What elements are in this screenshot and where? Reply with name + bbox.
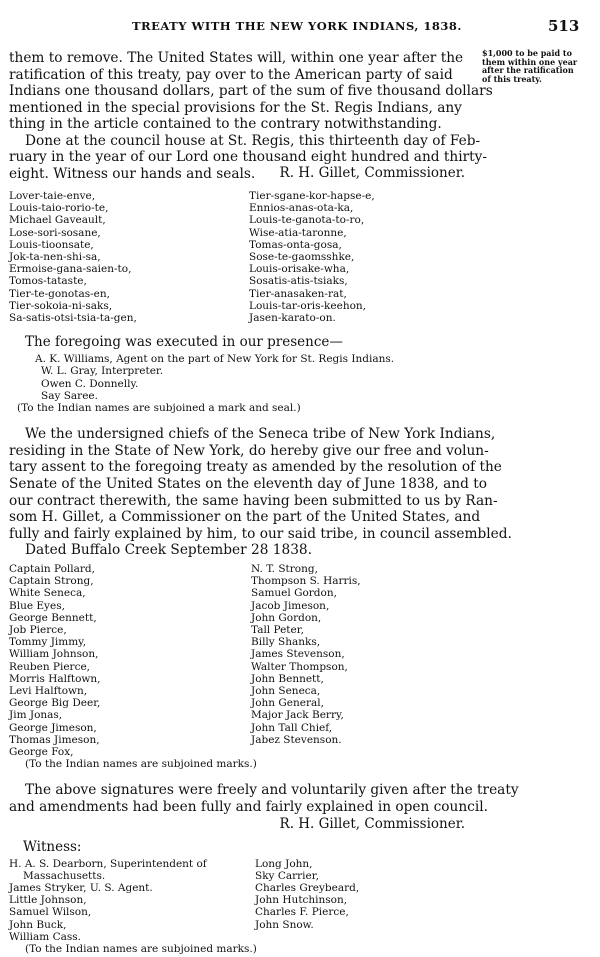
commissioner-signature: R. H. Gillet, Commissioner. bbox=[279, 165, 465, 181]
signatory-name: Thompson S. Harris, bbox=[251, 575, 361, 588]
witness-entry: Samuel Wilson, bbox=[9, 906, 92, 919]
signatories-right-column bbox=[249, 563, 361, 758]
signatory-name: James Stevenson, bbox=[251, 648, 345, 661]
document-body bbox=[9, 50, 519, 956]
signatory-name: George Bennett, bbox=[9, 611, 97, 624]
signatory-name: Louis-orisake-wha, bbox=[249, 263, 350, 276]
margin-note-line: $1,000 to be paid to bbox=[482, 48, 572, 58]
text-line: Dated Buffalo Creek September 28 1838. bbox=[25, 542, 312, 559]
text-line: ruary in the year of our Lord one thousand eight hundred and thirty- bbox=[9, 149, 487, 165]
signatory-name: Tomos-tataste, bbox=[9, 275, 87, 288]
witness-entry: Owen C. Donnelly. bbox=[41, 377, 139, 390]
signatory-name: John Bennett, bbox=[251, 672, 324, 685]
text-line: Done at the council house at St. Regis, this thirteenth day of Feb- bbox=[25, 132, 481, 149]
presence-intro: The foregoing was executed in our presence— bbox=[25, 334, 343, 351]
text-line: and amendments had been fully and fairly explained in open council. bbox=[9, 799, 488, 816]
text-line: mentioned in the special provisions for the St. Regis Indians, any bbox=[9, 99, 462, 116]
text-line: We the undersigned chiefs of the Seneca tribe of New York Indians, bbox=[25, 426, 496, 443]
signatory-name: White Seneca, bbox=[9, 587, 86, 600]
text-line: The above signatures were freely and voluntarily given after the treaty bbox=[25, 782, 519, 799]
marks-note: (To the Indian names are subjoined a mark and seal.) bbox=[17, 402, 301, 415]
signatory-name: Wise-atia-taronne, bbox=[249, 226, 347, 239]
witness-entry: James Stryker, U. S. Agent. bbox=[9, 882, 153, 895]
witness-entry: Little Johnson, bbox=[9, 894, 87, 907]
text-line: som H. Gillet, a Commissioner on the part of the United States, and bbox=[9, 509, 481, 526]
presence-witnesses bbox=[9, 353, 477, 402]
text-line: tary assent to the foregoing treaty as amended by the resolution of the bbox=[9, 459, 502, 476]
margin-note-line: them within one year bbox=[482, 56, 578, 67]
margin-note-line: of this treaty. bbox=[482, 73, 542, 84]
signatory-name: Sosatis-atis-tsiaks, bbox=[249, 275, 348, 288]
signatories-left-column bbox=[9, 190, 249, 324]
page-header bbox=[0, 19, 600, 35]
signatory-name: Blue Eyes, bbox=[9, 599, 65, 612]
text-line: Indians one thousand dollars, part of the sum of five thousand dollars bbox=[9, 83, 493, 99]
signatory-name: John Seneca, bbox=[251, 685, 321, 698]
text-line: residing in the State of New York, do hereby give our free and volun- bbox=[9, 442, 489, 459]
witness-entry: John Snow. bbox=[255, 918, 314, 931]
paragraph-signatures-given bbox=[9, 782, 519, 816]
signatory-name: Tomas-onta-gosa, bbox=[249, 238, 342, 251]
signatory-name: Ermoise-gana-saien-to, bbox=[9, 263, 132, 276]
signatory-name: Job Pierce, bbox=[9, 624, 67, 637]
signatory-name: John General, bbox=[251, 697, 324, 710]
margin-note-line: after the ratification bbox=[482, 65, 574, 75]
witness-entry: W. L. Gray, Interpreter. bbox=[41, 365, 164, 378]
signatory-name: Sose-te-gaomsshke, bbox=[249, 251, 355, 264]
witness-entry: Charles F. Pierce, bbox=[255, 906, 349, 919]
witness-heading: Witness: bbox=[23, 838, 82, 855]
signatory-name: Tall Peter, bbox=[251, 624, 304, 637]
signatory-name: Louis-taio-rorio-te, bbox=[9, 202, 109, 215]
signatory-name: Levi Halftown, bbox=[9, 685, 88, 698]
witness-entry: Charles Greybeard, bbox=[255, 882, 360, 895]
text-line: Senate of the United States on the eleventh day of June 1838, and to bbox=[9, 476, 487, 493]
signatory-name: William Johnson, bbox=[9, 648, 99, 661]
witnesses-right-column bbox=[255, 858, 359, 943]
signatory-name: Louis-te-ganota-to-ro, bbox=[249, 214, 365, 227]
signatory-name: George Fox, bbox=[9, 746, 74, 759]
signatory-name: Reuben Pierce, bbox=[9, 660, 91, 673]
marks-note: (To the Indian names are subjoined marks.) bbox=[25, 943, 257, 956]
signatory-name: Billy Shanks, bbox=[251, 636, 321, 649]
signatory-name: Michael Gaveault, bbox=[9, 214, 106, 227]
running-title: TREATY WITH THE NEW YORK INDIANS, 1838. bbox=[132, 19, 462, 33]
paragraph-removal bbox=[9, 50, 493, 133]
signatory-name: Samuel Gordon, bbox=[251, 587, 337, 600]
margin-note bbox=[482, 49, 592, 83]
signatory-name: Tier-sokoia-ni-saks, bbox=[9, 299, 113, 312]
text-line: them to remove. The United States will, within one year after the bbox=[9, 50, 464, 66]
signatory-name: Major Jack Berry, bbox=[251, 709, 344, 722]
signatory-name: Jabez Stevenson. bbox=[251, 733, 342, 746]
signatory-name: John Tall Chief, bbox=[251, 721, 333, 734]
signatory-name: Lover-taie-enve, bbox=[9, 190, 96, 202]
witness-entry: Sky Carrier, bbox=[255, 869, 319, 882]
witness-entry: John Buck, bbox=[9, 918, 67, 931]
signatory-name: Ennios-anas-ota-ka, bbox=[249, 202, 354, 215]
signatory-name: Tier-te-gonotas-en, bbox=[9, 287, 110, 300]
text-line: eight. Witness our hands and seals. bbox=[9, 165, 256, 182]
signatory-name: John Gordon, bbox=[251, 611, 322, 624]
witness-entry: William Cass. bbox=[9, 930, 82, 943]
signatory-name: Jasen-karato-on. bbox=[249, 312, 336, 325]
text-line: ratification of this treaty, pay over to the American party of said bbox=[9, 66, 453, 83]
text-line: fully and fairly explained by him, to our said tribe, in council assembled. bbox=[9, 525, 512, 542]
signatory-name: Tier-sgane-kor-hapse-e, bbox=[249, 190, 375, 202]
signatory-name: George Big Deer, bbox=[9, 697, 101, 710]
paragraph-seneca-assent bbox=[9, 426, 512, 559]
signatory-name: George Jimeson, bbox=[9, 721, 97, 734]
page-number: 513 bbox=[548, 17, 580, 35]
text-line: our contract therewith, the same having been submitted to us by Ran- bbox=[9, 492, 498, 509]
signatory-name: Tier-anasaken-rat, bbox=[249, 287, 347, 300]
signatory-name: Captain Strong, bbox=[9, 575, 94, 588]
signatory-name: Captain Pollard, bbox=[9, 563, 95, 575]
marks-note: (To the Indian names are subjoined marks.) bbox=[25, 758, 257, 771]
signatory-name: Sa-satis-otsi-tsia-ta-gen, bbox=[9, 312, 137, 325]
signatory-name: Morris Halftown, bbox=[9, 672, 101, 685]
signatory-name: Lose-sori-sosane, bbox=[9, 226, 101, 239]
signatory-name: N. T. Strong, bbox=[251, 563, 318, 575]
signatory-name: Tommy Jimmy, bbox=[9, 636, 87, 649]
witness-entry: A. K. Williams, Agent on the part of New York for St. Regis Indians. bbox=[35, 353, 395, 366]
witness-entry: H. A. S. Dearborn, Superintendent of bbox=[9, 857, 207, 870]
stregis-signatories bbox=[9, 190, 477, 324]
seneca-signatories bbox=[9, 563, 477, 758]
commissioner-signature: R. H. Gillet, Commissioner. bbox=[279, 815, 465, 832]
signatory-name: Walter Thompson, bbox=[251, 660, 348, 673]
witness-entry: John Hutchinson, bbox=[255, 894, 348, 907]
signatory-name: Thomas Jimeson, bbox=[9, 733, 100, 746]
text-line: thing in the article contained to the contrary notwithstanding. bbox=[9, 116, 442, 132]
council-witnesses bbox=[9, 858, 477, 943]
signatory-name: Louis-tar-oris-keehon, bbox=[249, 299, 367, 312]
signatories-left-column bbox=[9, 563, 249, 758]
witnesses-left-column bbox=[9, 858, 255, 943]
signatory-name: Jacob Jimeson, bbox=[251, 599, 330, 612]
signatory-name: Jok-ta-nen-shi-sa, bbox=[9, 251, 101, 264]
witness-entry: Massachusetts. bbox=[23, 869, 106, 882]
witness-entry: Say Saree. bbox=[41, 389, 98, 402]
signatory-name: Louis-tioonsate, bbox=[9, 238, 94, 251]
signatory-name: Jim Jonas, bbox=[9, 709, 63, 722]
signatories-right-column bbox=[249, 190, 375, 324]
witness-entry: Long John, bbox=[255, 857, 313, 870]
